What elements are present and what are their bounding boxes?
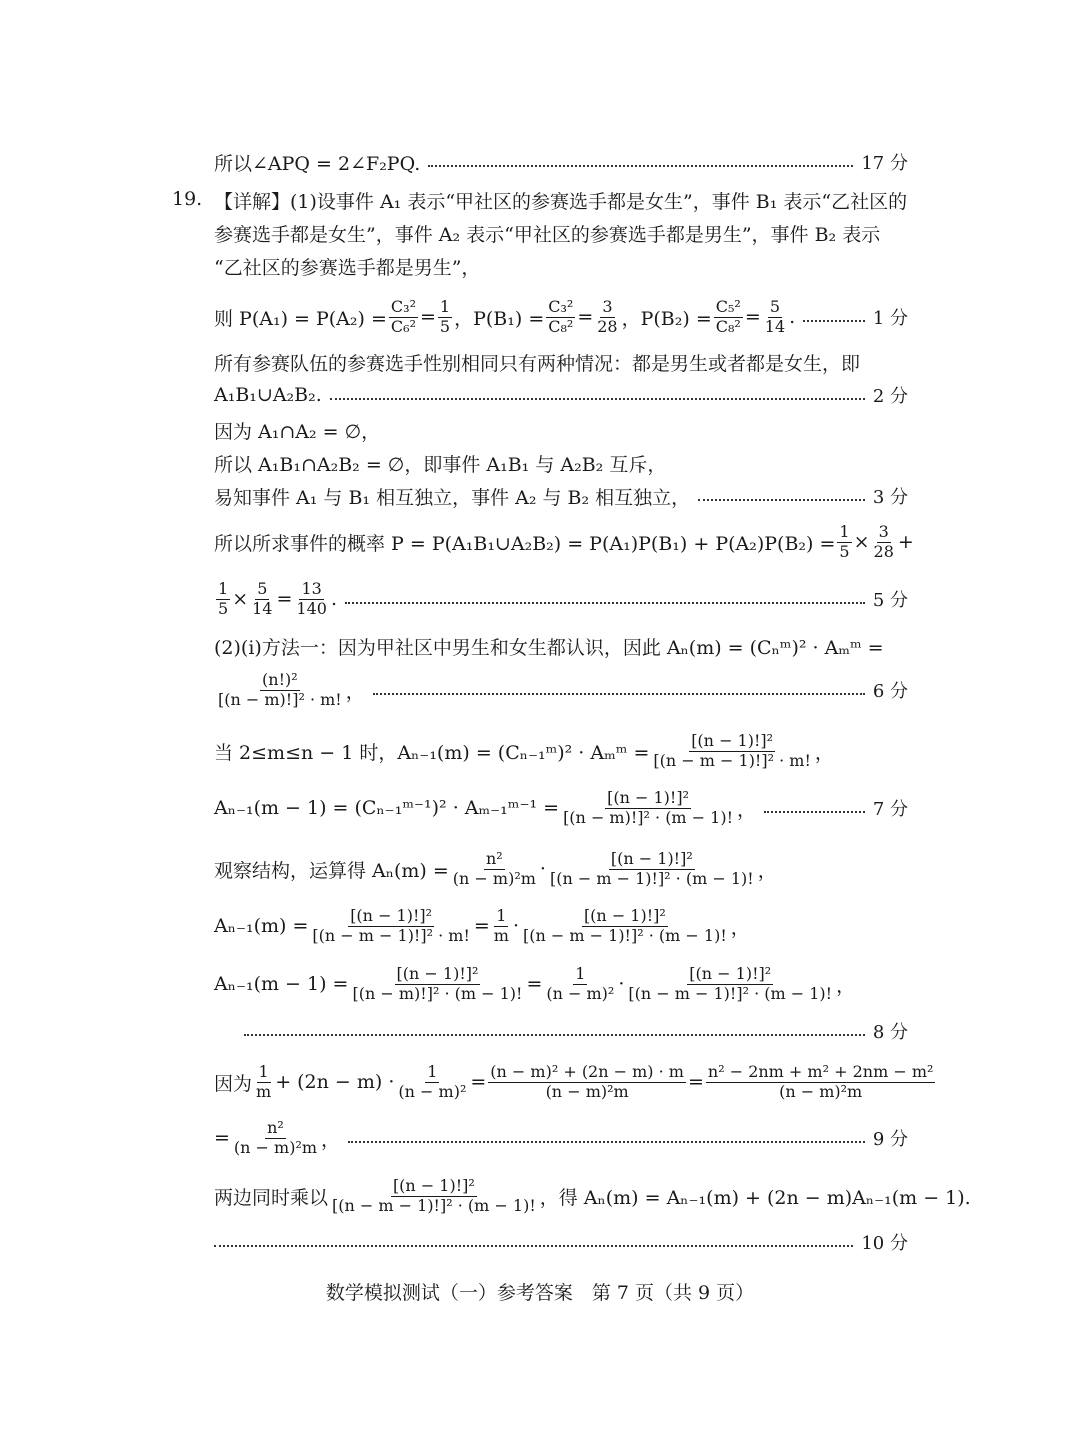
numerator: [(n − 1)!]² [607, 788, 689, 808]
line-20 [244, 1011, 908, 1051]
denominator: 5 [839, 541, 850, 561]
fraction [216, 671, 344, 709]
score-label: 10 分 [861, 1233, 908, 1254]
dot-leader [345, 602, 865, 604]
line-text: 观察结构，运算得 Aₙ(m) = [214, 859, 449, 882]
numerator: C₃² [390, 297, 416, 317]
numerator: 1 [575, 964, 586, 984]
numerator: C₅² [715, 297, 741, 317]
denominator: [(n − m − 1)!]² · (m − 1)! [523, 925, 727, 945]
line-text: Aₙ₋₁(m − 1) = (Cₙ₋₁ᵐ⁻¹)² · Aₘ₋₁ᵐ⁻¹ = [214, 797, 560, 819]
fraction [651, 732, 812, 770]
dot-leader [803, 320, 865, 322]
comma: ， [814, 741, 834, 764]
numerator: 1 [439, 297, 451, 317]
fraction [548, 850, 756, 888]
fraction [451, 850, 538, 888]
numerator: [(n − 1)!]² [350, 906, 433, 926]
denominator: 14 [252, 598, 273, 618]
line-24 [214, 1222, 908, 1262]
plus: + [897, 531, 914, 553]
line-22 [214, 1114, 908, 1162]
line-7 [214, 375, 908, 415]
denominator: m [256, 1081, 272, 1101]
numerator: [(n − 1)!]² [583, 906, 666, 926]
comma: ， [836, 974, 856, 997]
line-14 [214, 666, 908, 714]
dot-leader [330, 398, 865, 400]
numerator: 1 [427, 1062, 438, 1082]
line-text: ，得 Aₙ(m) = Aₙ₋₁(m) + (2n − m)Aₙ₋₁(m − 1). [539, 1186, 971, 1209]
score-label: 9 分 [872, 1129, 908, 1150]
fraction [438, 298, 452, 336]
line-text: A₁B₁∪A₂B₂. [214, 384, 322, 406]
denominator: C₈² [548, 316, 574, 336]
denominator: 14 [764, 316, 786, 336]
score-label: 5 分 [872, 590, 908, 611]
period: . [789, 306, 796, 328]
numerator: (n − m)² + (2n − m) · m [490, 1062, 684, 1082]
line-text: 所以所求事件的概率 P = P(A₁B₁∪A₂B₂) = P(A₁)P(B₁) + P(A₂)P(B₂) = [214, 532, 836, 555]
line-17 [214, 142, 908, 182]
fraction [626, 965, 834, 1003]
fraction [294, 580, 329, 618]
line-text: 因为 A₁∩A₂ = ∅， [214, 420, 381, 443]
fraction [763, 298, 787, 336]
times: × [853, 531, 870, 553]
denominator: 28 [597, 316, 618, 336]
denominator: [(n − m − 1)!]² · (m − 1)! [332, 1195, 536, 1215]
score-label: 3 分 [872, 487, 908, 508]
equals: = [473, 915, 490, 937]
equals: = [470, 1071, 487, 1093]
denominator: [(n − m − 1)!]² · (m − 1)! [549, 868, 754, 888]
equals: = [276, 588, 293, 610]
dot-operator: · [512, 915, 520, 937]
equals: = [214, 1127, 230, 1149]
dot-leader [428, 165, 853, 167]
score-label: 6 分 [872, 681, 908, 702]
comma: ， [345, 680, 365, 703]
fraction [595, 298, 619, 336]
score-label: 8 分 [872, 1022, 908, 1043]
line-10 [214, 476, 908, 516]
denominator: (n − m)² [546, 983, 615, 1003]
fraction [561, 789, 735, 827]
line-text: 则 P(A₁) = P(A₂) = [214, 307, 387, 330]
line-12 [214, 575, 908, 623]
comma: ， [730, 916, 750, 939]
fraction [488, 1063, 686, 1101]
denominator: 140 [296, 598, 327, 618]
numerator: 1 [839, 522, 850, 542]
numerator: 13 [301, 579, 322, 599]
dot-leader [373, 693, 865, 695]
times: × [232, 588, 249, 610]
denominator: C₆² [390, 316, 416, 336]
comma: ， [737, 798, 757, 821]
line-text: “乙社区的参赛选手都是男生”， [214, 256, 481, 279]
equals: = [577, 306, 594, 328]
line-15 [214, 727, 908, 775]
denominator: [(n − m)!]² · m! [218, 689, 342, 709]
line-13 [214, 626, 908, 666]
score-label: 17 分 [861, 153, 908, 174]
period: . [330, 588, 337, 610]
numerator: C₃² [548, 297, 574, 317]
line-11 [214, 518, 914, 566]
dot-operator: · [539, 858, 546, 880]
numerator: [(n − 1)!]² [689, 964, 772, 984]
question-number: 19. [172, 188, 203, 210]
line-23 [214, 1172, 971, 1220]
fraction [254, 1063, 273, 1101]
denominator: (n − m)²m [545, 1081, 629, 1101]
dot-leader [698, 499, 865, 501]
numerator: 5 [769, 297, 781, 317]
score-label: 7 分 [872, 799, 908, 820]
denominator: 5 [439, 316, 451, 336]
comma: ， [321, 1128, 341, 1151]
fraction [544, 965, 616, 1003]
denominator: (n − m)²m [233, 1137, 318, 1157]
equals: = [526, 973, 543, 995]
line-text: ，P(B₁) = [454, 307, 545, 330]
numerator: [(n − 1)!]² [396, 964, 479, 984]
dot-leader [348, 1141, 865, 1143]
fraction [310, 907, 471, 945]
line-19 [214, 960, 908, 1008]
numerator: 3 [602, 297, 613, 317]
line-text: ，P(B₂) = [621, 307, 712, 330]
denominator: [(n − m − 1)!]² · m! [653, 750, 811, 770]
numerator: (n!)² [262, 670, 298, 690]
denominator: (n − m)²m [779, 1081, 863, 1101]
fraction [232, 1119, 319, 1157]
numerator: 3 [878, 522, 889, 542]
denominator: m [493, 925, 509, 945]
numerator: n² − 2nm + m² + 2nm − m² [707, 1062, 934, 1082]
line-text: 【详解】(1)设事件 A₁ 表示“甲社区的参赛选手都是女生”，事件 B₁ 表示“乙社区的 [214, 190, 908, 213]
denominator: [(n − m − 1)!]² · m! [312, 925, 470, 945]
numerator: [(n − 1)!]² [691, 731, 774, 751]
dot-leader [244, 1034, 865, 1036]
fraction [714, 298, 743, 336]
line-text: 所以∠APQ = 2∠F₂PQ. [214, 152, 421, 175]
fraction [330, 1177, 538, 1215]
line-text: 当 2≤m≤n − 1 时，Aₙ₋₁(m) = (Cₙ₋₁ᵐ)² · Aₘᵐ = [214, 741, 650, 764]
denominator: C₈² [715, 316, 741, 336]
comma: ， [757, 859, 777, 882]
score-label: 1 分 [872, 308, 908, 329]
denominator: 28 [873, 541, 894, 561]
fraction [350, 965, 524, 1003]
denominator: 5 [218, 598, 229, 618]
equals: = [687, 1071, 704, 1093]
numerator: 1 [218, 579, 229, 599]
fraction [872, 523, 896, 561]
fraction [837, 523, 851, 561]
numerator: n² [486, 849, 503, 869]
fraction [546, 298, 575, 336]
line-text: 因为 [214, 1072, 253, 1095]
numerator: n² [267, 1118, 284, 1138]
denominator: (n − m)²m [452, 868, 536, 888]
fraction [492, 907, 511, 945]
line-text: 所以 A₁B₁∩A₂B₂ = ∅，即事件 A₁B₁ 与 A₂B₂ 互斥， [214, 453, 667, 476]
fraction [521, 907, 729, 945]
fraction [389, 298, 418, 336]
denominator: [(n − m)!]² · (m − 1)! [563, 807, 734, 827]
fraction [216, 580, 230, 618]
line-text: 两边同时乘以 [214, 1186, 329, 1209]
equals: = [419, 306, 436, 328]
dot-leader [214, 1245, 853, 1247]
line-21 [214, 1058, 934, 1106]
line-text: Aₙ₋₁(m) = [214, 915, 309, 937]
equals: = [744, 306, 761, 328]
numerator: 1 [258, 1062, 269, 1082]
dot-leader [764, 811, 865, 813]
line-text: 所有参赛队伍的参赛选手性别相同只有两种情况：都是男生或者都是女生，即 [214, 352, 861, 375]
page-footer: 数学模拟测试（一）参考答案 第 7 页（共 9 页） [325, 1282, 755, 1304]
line-17b [214, 845, 908, 893]
denominator: [(n − m − 1)!]² · (m − 1)! [628, 983, 833, 1003]
line-prob-values [214, 293, 908, 341]
denominator: [(n − m)!]² · (m − 1)! [352, 983, 523, 1003]
line-16 [214, 784, 908, 832]
line-text: 易知事件 A₁ 与 B₁ 相互独立，事件 A₂ 与 B₂ 相互独立， [214, 486, 691, 509]
score-label: 2 分 [872, 386, 908, 407]
line-18 [214, 902, 908, 950]
numerator: 5 [257, 579, 268, 599]
fraction [706, 1063, 936, 1101]
numerator: [(n − 1)!]² [392, 1176, 475, 1196]
denominator: (n − m)² [398, 1081, 467, 1101]
fraction [250, 580, 274, 618]
line-text: Aₙ₋₁(m − 1) = [214, 973, 349, 995]
numerator: 1 [496, 906, 507, 926]
line-text: 参赛选手都是女生”，事件 A₂ 表示“甲社区的参赛选手都是男生”，事件 B₂ 表示 [214, 223, 881, 246]
line-4 [214, 246, 908, 286]
line-text: + (2n − m) · [275, 1071, 395, 1093]
line-text: (2)(i)方法一：因为甲社区中男生和女生都认识，因此 Aₙ(m) = (Cₙᵐ)² · Aₘᵐ = [214, 636, 884, 659]
dot-operator: · [618, 973, 625, 995]
fraction [396, 1063, 468, 1101]
numerator: [(n − 1)!]² [610, 849, 693, 869]
